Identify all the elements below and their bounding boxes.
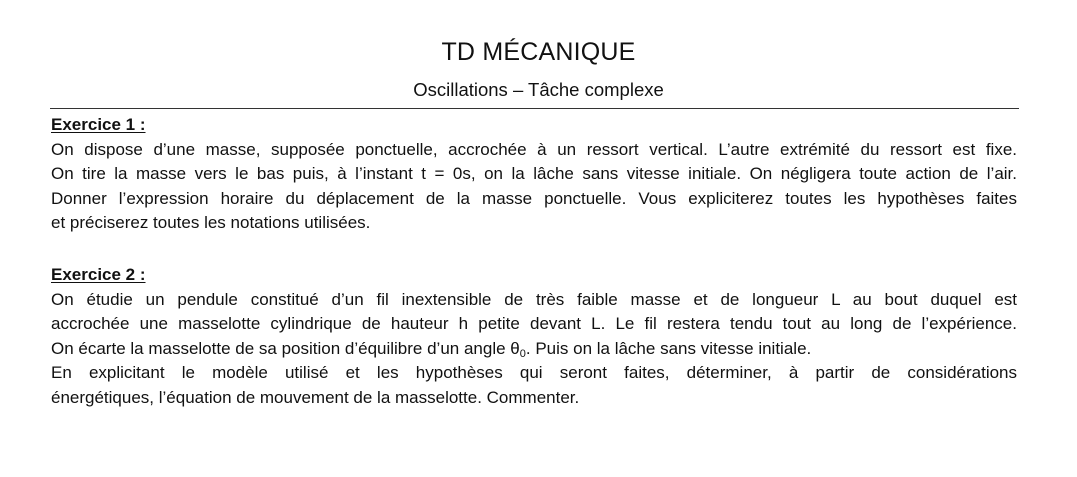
exercise-2-line-1: On étudie un pendule constitué d’un fil inextensible de très faible masse et de longueur L au bout duquel est xyxy=(51,289,1017,309)
exercise-2-line-4: En explicitant le modèle utilisé et les hypothèses qui seront faites, déterminer, à partir de considérations xyxy=(51,363,1017,383)
exercise-2-line-3-tail: . Puis on la lâche sans vitesse initiale. xyxy=(525,338,812,358)
exercise-2-line-2: accrochée une masselotte cylindrique de hauteur h petite devant L. Le fil restera tendu tout au long de l’expérience. xyxy=(51,314,1017,334)
exercise-2 xyxy=(51,263,1017,411)
exercise-1-heading: Exercice 1 : xyxy=(51,115,146,134)
document-title: TD MÉCANIQUE xyxy=(441,38,636,66)
header-divider xyxy=(50,108,1019,109)
exercise-1 xyxy=(51,113,1017,236)
exercise-1-line-2: On tire la masse vers le bas puis, à l’instant t = 0s, on la lâche sans vitesse initiale. On négligera toute action de l’air. xyxy=(51,164,1017,184)
exercise-2-line-3 xyxy=(51,337,1017,362)
exercise-2-line-5: énergétiques, l’équation de mouvement de la masselotte. Commenter. xyxy=(51,387,580,407)
exercise-2-heading: Exercice 2 : xyxy=(51,265,146,284)
exercise-1-line-3: Donner l’expression horaire du déplacement de la masse ponctuelle. Vous expliciterez toutes les hypothèses faites xyxy=(51,188,1017,208)
document-subtitle: Oscillations – Tâche complexe xyxy=(413,79,664,100)
exercise-1-line-1: On dispose d’une masse, supposée ponctuelle, accrochée à un ressort vertical. L’autre extrémité du ressort est fixe. xyxy=(51,139,1017,159)
exercise-1-line-4: et préciserez toutes les notations utilisées. xyxy=(51,213,371,233)
exercise-2-line-3-text: On écarte la masselotte de sa position d’équilibre d’un angle θ xyxy=(51,338,520,358)
theta-subscript: 0 xyxy=(519,347,526,360)
